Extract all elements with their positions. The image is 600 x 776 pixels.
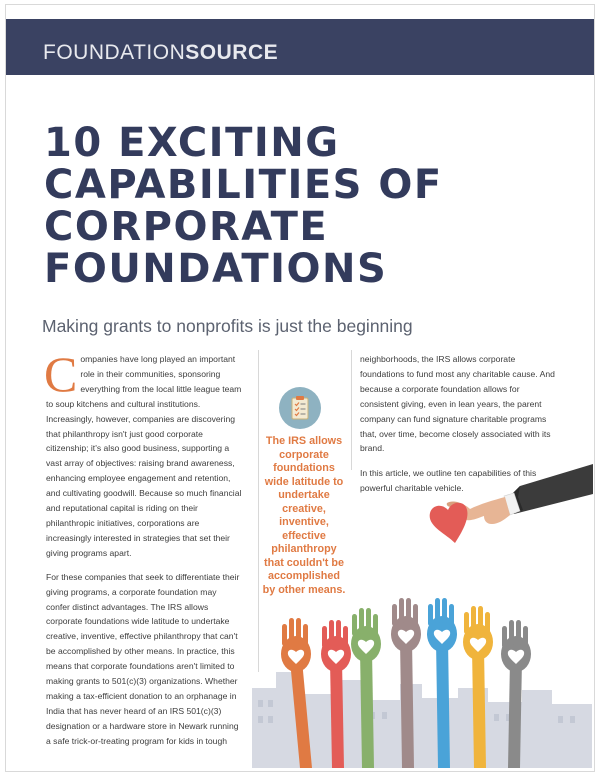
- body-paragraph-2: For these companies that seek to differentiate their giving programs, a corporate foundation may confer distinct advantages. The IRS allows corporate foundations wide latitude to undertake creative, inventive, effective philanthropy that can't be accomplished by other means. In practice, this means that corporate foundations aren't limited to making grants to 501(c)(3) organizations. Whether making a tax-efficient donation to an orphanage in India that has never heard of an IRS 501(c)(3) designation or a hardware store in Newark running a safe trick-or-treating program for kids in tough: [46, 571, 240, 746]
- page-title: 10 EXCITING CAPABILITIES OF CORPORATE FOUNDATIONS: [44, 120, 443, 292]
- drop-cap: C: [44, 346, 78, 402]
- brand-logo-light: FOUNDATION: [43, 41, 186, 64]
- body-paragraph-4: In this article, we outline ten capabilities of this powerful charitable vehicle.: [360, 468, 537, 494]
- brand-logo-bold: SOURCE: [185, 41, 279, 64]
- body-paragraph-3: neighborhoods, the IRS allows corporate foundations to fund most any charitable cause. And because a corporate foundation allows for consistent giving, even in lean years, the parent company can fund signature charitable programs that, over time, become closely associated with its brand.: [360, 354, 555, 454]
- pull-quote: The IRS allows corporate foundations wide latitude to undertake creative, inventive, effective philanthropy that couldn't be accomplished by other means.: [262, 435, 346, 596]
- page-subtitle: Making grants to nonprofits is just the beginning: [42, 316, 413, 336]
- body-paragraph-1-text: ompanies have long played an important role in their communities, sponsoring everything from the local little league team to soup kitchens and cultural institutions. Increasingly, however, companies are discovering that philanthropy isn't just good corporate citizenship; it's also good business, supporting a vast array of objectives: raising brand awareness, enhancing employee engagement and retention, and cultivating goodwill. Because so much financial and reputational capital is riding on their philanthropic initiatives, corporations are increasingly interested in strategies that set their giving programs apart.: [46, 354, 242, 558]
